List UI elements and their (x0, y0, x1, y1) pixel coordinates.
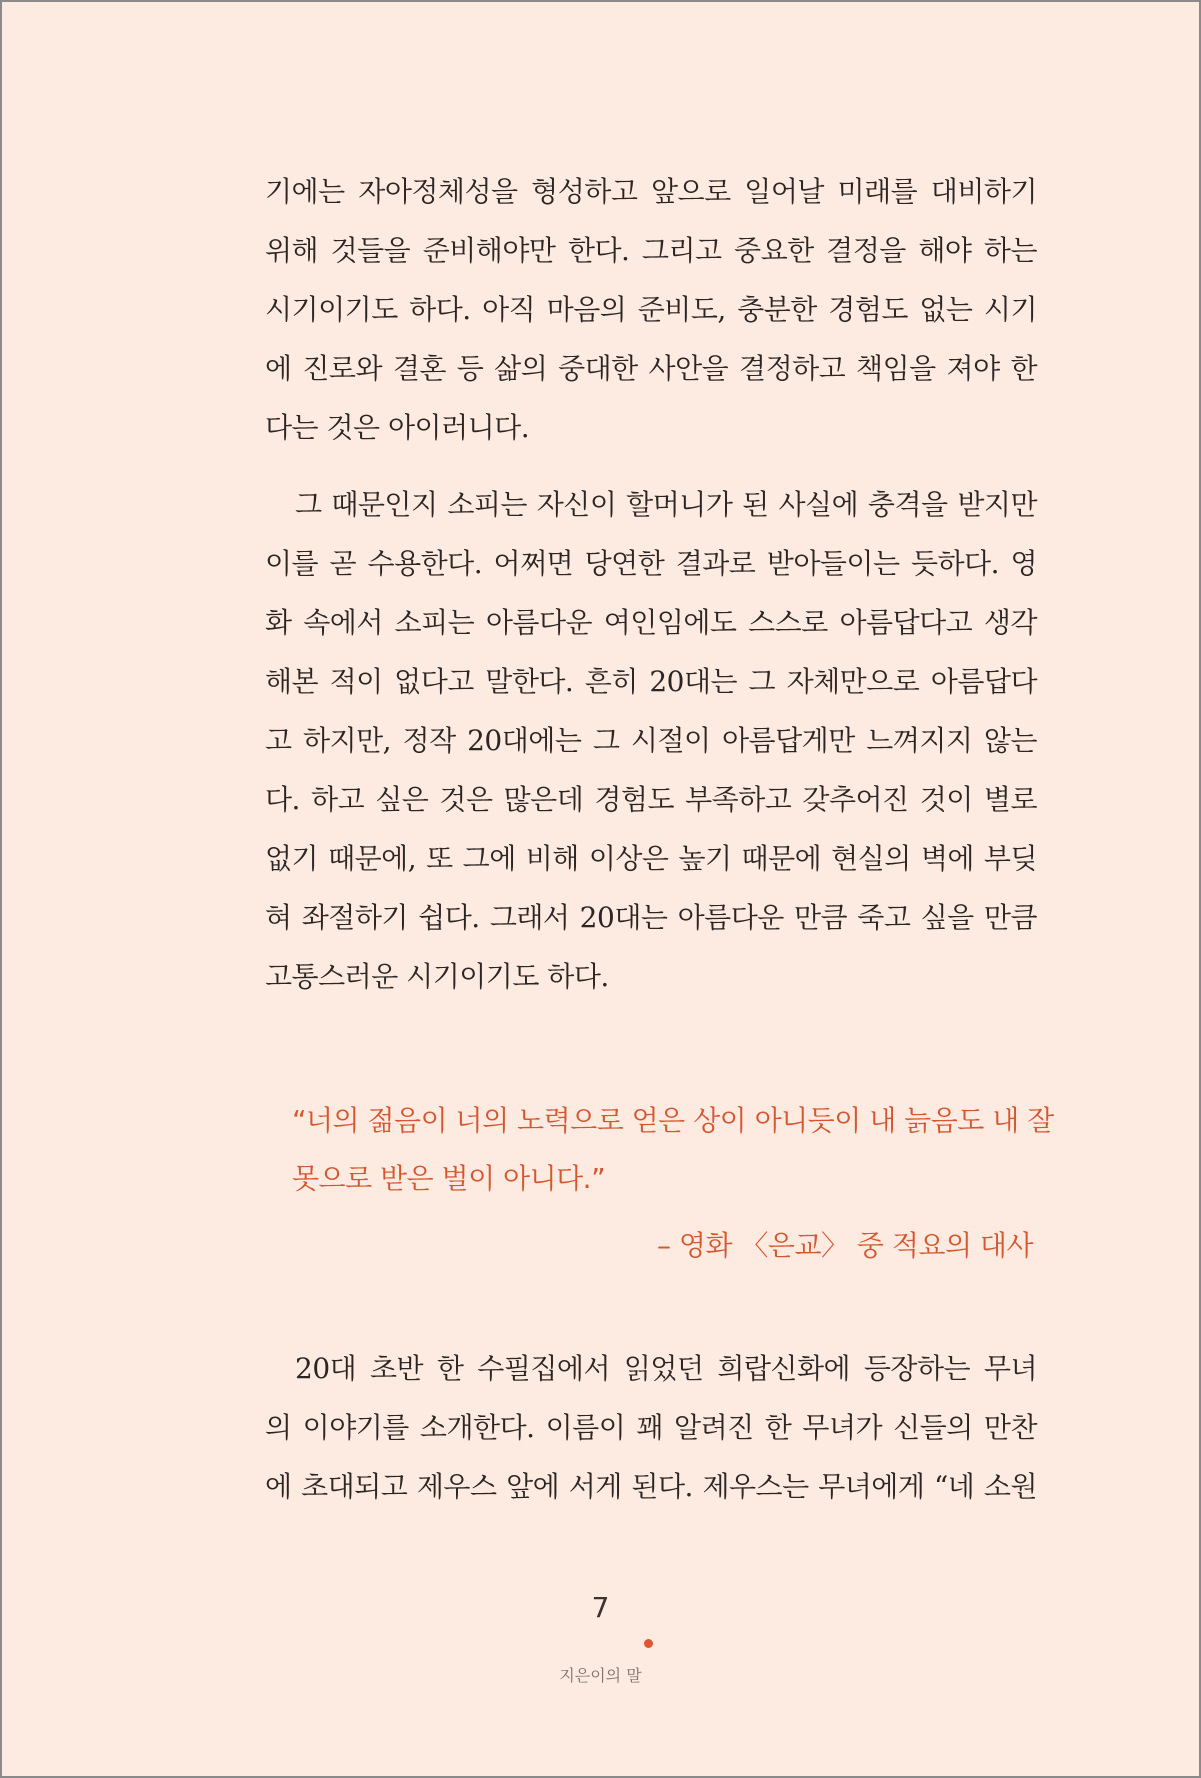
quote-line: 못으로 받은 벌이 아니다.” (292, 1162, 606, 1195)
page-number: 7 (591, 1591, 610, 1624)
text-line: 이를 곧 수용한다. 어쩌면 당연한 결과로 받아들이는 듯하다. 영 (265, 547, 1037, 580)
text-line: 20대 초반 한 수필집에서 읽었던 희랍신화에 등장하는 무녀 (295, 1352, 1037, 1385)
text-line: 에 진로와 결혼 등 삶의 중대한 사안을 결정하고 책임을 져야 한 (265, 352, 1037, 385)
book-page (2, 2, 1199, 1776)
text-line: 없기 때문에, 또 그에 비해 이상은 높기 때문에 현실의 벽에 부딪 (265, 842, 1037, 875)
page-dot-icon (644, 1639, 653, 1648)
text-line: 기에는 자아정체성을 형성하고 앞으로 일어날 미래를 대비하기 (265, 175, 1037, 208)
text-line: 의 이야기를 소개한다. 이름이 꽤 알려진 한 무녀가 신들의 만찬 (265, 1411, 1037, 1444)
text-line: 다는 것은 아이러니다. (265, 411, 530, 444)
text-line: 해본 적이 없다고 말한다. 흔히 20대는 그 자체만으로 아름답다 (265, 665, 1037, 698)
text-line: 화 속에서 소피는 아름다운 여인임에도 스스로 아름답다고 생각 (265, 606, 1037, 639)
quote-source: – 영화 〈은교〉 중 적요의 대사 (657, 1229, 1033, 1262)
text-line: 혀 좌절하기 쉽다. 그래서 20대는 아름다운 만큼 죽고 싶을 만큼 (265, 901, 1037, 934)
text-line: 고 하지만, 정작 20대에는 그 시절이 아름답게만 느껴지지 않는 (265, 724, 1037, 757)
text-line: 시기이기도 하다. 아직 마음의 준비도, 충분한 경험도 없는 시기 (265, 293, 1037, 326)
quote-line: “너의 젊음이 너의 노력으로 얻은 상이 아니듯이 내 늙음도 내 잘 (292, 1104, 1054, 1137)
text-line: 에 초대되고 제우스 앞에 서게 된다. 제우스는 무녀에게 “네 소원 (265, 1470, 1037, 1503)
text-line: 고통스러운 시기이기도 하다. (265, 960, 609, 993)
text-line: 다. 하고 싶은 것은 많은데 경험도 부족하고 갖추어진 것이 별로 (265, 783, 1037, 816)
section-label: 지은이의 말 (559, 1666, 642, 1685)
text-line: 그 때문인지 소피는 자신이 할머니가 된 사실에 충격을 받지만 (295, 488, 1037, 521)
text-line: 위해 것들을 준비해야만 한다. 그리고 중요한 결정을 해야 하는 (265, 234, 1037, 267)
